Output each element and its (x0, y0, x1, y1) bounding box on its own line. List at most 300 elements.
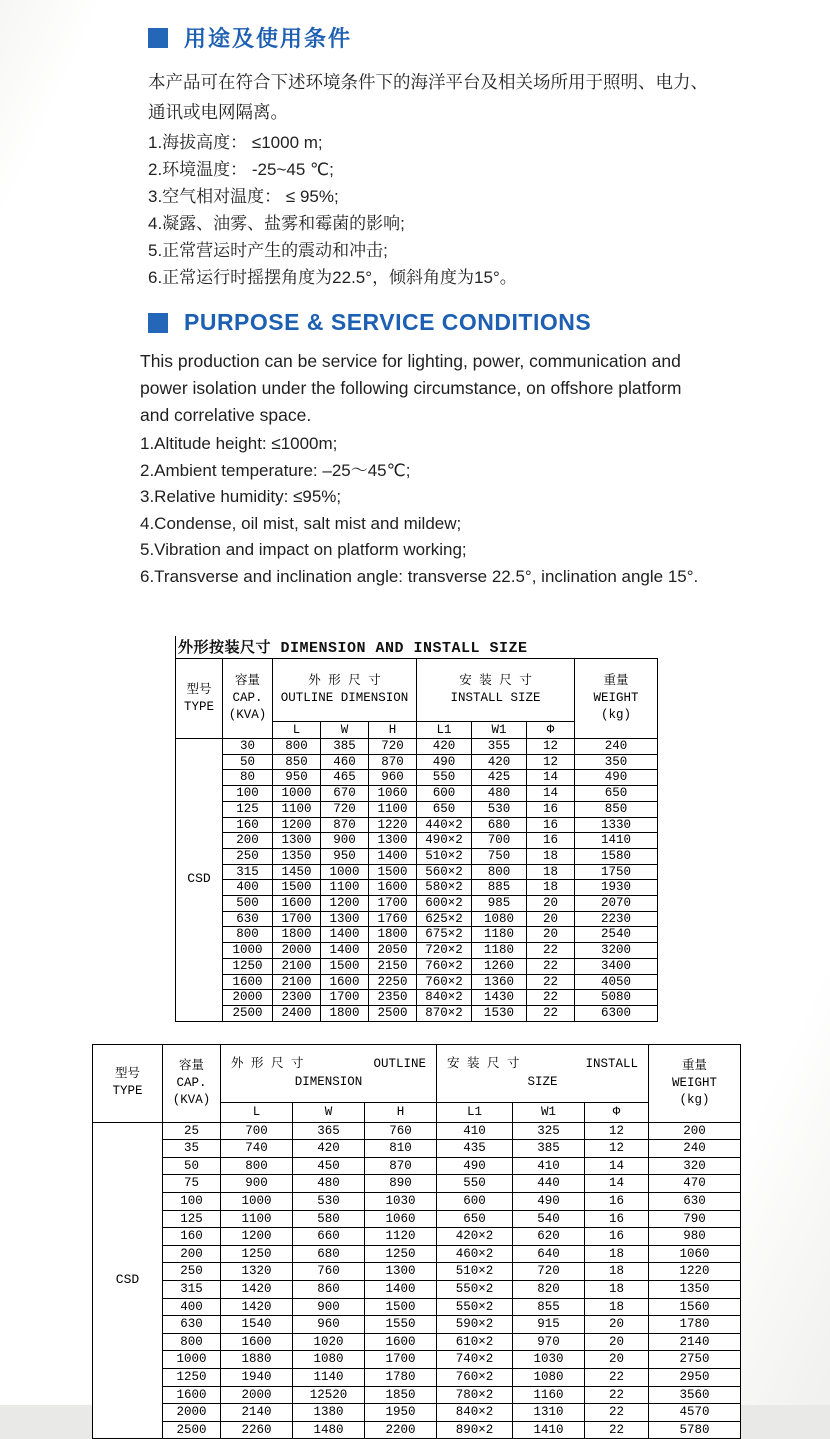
table-cell: 1180 (472, 943, 527, 959)
table-cell: 18 (585, 1298, 649, 1316)
col-header-outline: 外 形 尺 寸 OUTLINE DIMENSION (273, 659, 417, 722)
table-row (93, 1157, 741, 1175)
blue-square-icon (148, 313, 168, 333)
table-cell: 30 (223, 739, 273, 755)
table-cell: 760 (365, 1122, 437, 1140)
table-cell: 1880 (221, 1351, 293, 1369)
table-cell: 1500 (365, 1298, 437, 1316)
table-cell: 12 (527, 739, 575, 755)
table-row (93, 1140, 741, 1158)
table-cell: 1700 (365, 1351, 437, 1369)
table-cell: 2500 (223, 1005, 273, 1021)
table-cell: 480 (472, 786, 527, 802)
table-cell: 22 (527, 974, 575, 990)
table-cell: 630 (163, 1316, 221, 1334)
table-cell: 18 (527, 864, 575, 880)
table-cell: 440×2 (417, 817, 472, 833)
table-cell: 600 (417, 786, 472, 802)
list-item: 6.正常运行时摇摆角度为22.5°，倾斜角度为15°。 (148, 268, 517, 287)
table-cell: 1930 (575, 880, 658, 896)
dimension-table-2-block (92, 1044, 740, 1439)
list-item: 3.空气相对温度： ≤ 95%; (148, 187, 339, 206)
table-cell: 2200 (365, 1421, 437, 1439)
table-cell: 1100 (221, 1210, 293, 1228)
table-cell: 855 (513, 1298, 585, 1316)
table-cell: 18 (585, 1245, 649, 1263)
sub-header-L1: L1 (417, 722, 472, 739)
section-title-cn: 用途及使用条件 (184, 26, 353, 51)
table-row (176, 958, 658, 974)
table-cell: 2300 (273, 990, 321, 1006)
table-cell: 900 (221, 1175, 293, 1193)
table-cell: 1600 (369, 880, 417, 896)
table-cell: 14 (585, 1157, 649, 1175)
table-row (93, 1333, 741, 1351)
table-cell: 2050 (369, 943, 417, 959)
table-cell: 760×2 (417, 958, 472, 974)
table-cell: 1000 (273, 786, 321, 802)
sub-header-L: L (221, 1102, 293, 1122)
col-header-weight: 重量 WEIGHT (kg) (649, 1044, 741, 1122)
intro-paragraph-en (140, 348, 830, 429)
table-cell: 12520 (293, 1386, 365, 1404)
col-header-outline: 外 形 尺 寸 OUTLINE DIMENSION (221, 1044, 437, 1102)
table-cell: 22 (585, 1386, 649, 1404)
table-cell: 1400 (321, 943, 369, 959)
table-cell: 12 (585, 1122, 649, 1140)
table-cell: 16 (585, 1228, 649, 1246)
table-cell: 410 (513, 1157, 585, 1175)
list-item: 4.Condense, oil mist, salt mist and mildew; (140, 513, 462, 533)
table-cell: 810 (365, 1140, 437, 1158)
table-cell: 650 (417, 801, 472, 817)
table-cell: 510×2 (417, 848, 472, 864)
table-cell: 1140 (293, 1368, 365, 1386)
table-cell: 18 (527, 880, 575, 896)
table-cell: 1950 (365, 1404, 437, 1422)
condition-list-en (140, 431, 830, 590)
table-cell: 760 (293, 1263, 365, 1281)
table-cell: 1600 (163, 1386, 221, 1404)
table-cell: 1200 (221, 1228, 293, 1246)
sub-header-W1: W1 (513, 1102, 585, 1122)
table-cell: 470 (649, 1175, 741, 1193)
table-cell: 800 (221, 1157, 293, 1175)
table-cell: 630 (223, 911, 273, 927)
table-cell: 590×2 (437, 1316, 513, 1334)
table-cell: 900 (293, 1298, 365, 1316)
sub-header-H: H (365, 1102, 437, 1122)
table-cell: 850 (575, 801, 658, 817)
table-cell: 400 (223, 880, 273, 896)
dimension-table-1-block (175, 636, 657, 1022)
table-cell: 790 (649, 1210, 741, 1228)
table-cell: 125 (223, 801, 273, 817)
table-cell: 5780 (649, 1421, 741, 1439)
list-item: 2.Ambient temperature: –25～45℃; (140, 460, 411, 480)
table-cell: 1020 (293, 1333, 365, 1351)
table-cell: 1600 (221, 1333, 293, 1351)
sub-header-W1: W1 (472, 722, 527, 739)
table-cell: 385 (513, 1140, 585, 1158)
table-row (93, 1316, 741, 1334)
table-cell: 4570 (649, 1404, 741, 1422)
table-cell: 160 (223, 817, 273, 833)
table-cell: 1030 (513, 1351, 585, 1369)
table-cell: 2400 (273, 1005, 321, 1021)
table-cell: 1600 (365, 1333, 437, 1351)
table-cell: 1300 (365, 1263, 437, 1281)
table-cell: 100 (163, 1193, 221, 1211)
table-row (93, 1122, 741, 1140)
table-row (93, 1245, 741, 1263)
table-cell: 1220 (649, 1263, 741, 1281)
table-cell: 1540 (221, 1316, 293, 1334)
col-header-install: 安 装 尺 寸 INSTALL SIZE (417, 659, 575, 722)
intro-line: This production can be service for lighting, power, communication and (140, 351, 681, 371)
table-row (93, 1421, 741, 1439)
table-cell: 435 (437, 1140, 513, 1158)
table-cell: 200 (223, 833, 273, 849)
table-cell: 1700 (321, 990, 369, 1006)
table-row (176, 770, 658, 786)
table-cell: 460 (321, 754, 369, 770)
table-cell: 1000 (223, 943, 273, 959)
table-cell: 490 (575, 770, 658, 786)
table-cell: 315 (223, 864, 273, 880)
table-cell: 20 (585, 1333, 649, 1351)
intro-line: 通讯或电网隔离。 (148, 102, 288, 122)
table-cell: 14 (527, 786, 575, 802)
table-row (93, 1175, 741, 1193)
table-cell: 750 (472, 848, 527, 864)
table-cell: 22 (585, 1404, 649, 1422)
table-cell: 630 (649, 1193, 741, 1211)
table-row (93, 1210, 741, 1228)
table-cell: 700 (221, 1122, 293, 1140)
list-item: 5.正常营运时产生的震动和冲击; (148, 241, 388, 260)
table-cell: 1330 (575, 817, 658, 833)
table-cell: 22 (527, 943, 575, 959)
table-cell: 75 (163, 1175, 221, 1193)
table-cell: 16 (585, 1210, 649, 1228)
table-cell: 5080 (575, 990, 658, 1006)
table-cell: 3400 (575, 958, 658, 974)
table-cell: 550×2 (437, 1281, 513, 1299)
table-cell: 540 (513, 1210, 585, 1228)
table-cell: 1060 (369, 786, 417, 802)
table-cell: 530 (293, 1193, 365, 1211)
table-cell: 1850 (365, 1386, 437, 1404)
table-row (93, 1386, 741, 1404)
table-cell: 1410 (575, 833, 658, 849)
table-cell: 200 (649, 1122, 741, 1140)
col-header-type: 型号 TYPE (176, 659, 223, 739)
sub-header-phi: Φ (585, 1102, 649, 1122)
blue-square-icon (148, 28, 168, 48)
table-cell: 2500 (369, 1005, 417, 1021)
table-cell: 915 (513, 1316, 585, 1334)
table-cell: 2250 (369, 974, 417, 990)
table-cell: 2140 (649, 1333, 741, 1351)
table-row (93, 1298, 741, 1316)
table-cell: 720 (513, 1263, 585, 1281)
table-cell: 490 (417, 754, 472, 770)
intro-line: power isolation under the following circumstance, on offshore platform (140, 378, 682, 398)
list-item: 6.Transverse and inclination angle: transverse 22.5°, inclination angle 15°. (140, 566, 699, 586)
table-cell: 20 (527, 927, 575, 943)
table-cell: 1400 (369, 848, 417, 864)
table-cell: 1300 (321, 911, 369, 927)
table-cell: 625×2 (417, 911, 472, 927)
table-cell: 1100 (369, 801, 417, 817)
table-cell: 660 (293, 1228, 365, 1246)
list-item: 1.Altitude height: ≤1000m; (140, 434, 338, 453)
table-row (176, 786, 658, 802)
table-cell: 800 (223, 927, 273, 943)
table-cell: 125 (163, 1210, 221, 1228)
table-cell: 1560 (649, 1298, 741, 1316)
table-cell: 465 (321, 770, 369, 786)
table-cell: 50 (223, 754, 273, 770)
table-cell: 2230 (575, 911, 658, 927)
table-cell: 22 (527, 990, 575, 1006)
table-cell: 1250 (221, 1245, 293, 1263)
table-cell: 890×2 (437, 1421, 513, 1439)
table-row (176, 896, 658, 912)
table-cell: 2100 (273, 974, 321, 990)
table-cell: 900 (321, 833, 369, 849)
table-cell: 560×2 (417, 864, 472, 880)
type-cell: CSD (93, 1122, 163, 1439)
table-cell: 1080 (513, 1368, 585, 1386)
list-item: 5.Vibration and impact on platform working; (140, 540, 467, 559)
table-row (176, 848, 658, 864)
table-cell: 20 (585, 1351, 649, 1369)
table-cell: 490 (437, 1157, 513, 1175)
table-cell: 365 (293, 1122, 365, 1140)
table-cell: 600×2 (417, 896, 472, 912)
table-cell: 1310 (513, 1404, 585, 1422)
table-cell: 1000 (321, 864, 369, 880)
table-cell: 780×2 (437, 1386, 513, 1404)
col-header-capacity: 容量 CAP. (KVA) (163, 1044, 221, 1122)
table-cell: 1030 (365, 1193, 437, 1211)
sub-header-phi: Φ (527, 722, 575, 739)
section-header-en (148, 309, 830, 336)
table-row (176, 739, 658, 755)
table-cell: 970 (513, 1333, 585, 1351)
table-row (176, 927, 658, 943)
table-cell: 22 (585, 1368, 649, 1386)
table-cell: 740×2 (437, 1351, 513, 1369)
table-cell: 840×2 (437, 1404, 513, 1422)
table-cell: 700 (472, 833, 527, 849)
table-cell: 3560 (649, 1386, 741, 1404)
intro-paragraph-cn (148, 67, 830, 127)
table-cell: 550 (437, 1175, 513, 1193)
table-cell: 16 (527, 817, 575, 833)
table-cell: 1500 (369, 864, 417, 880)
table-cell: 20 (527, 896, 575, 912)
table-cell: 3200 (575, 943, 658, 959)
table-row (176, 754, 658, 770)
table-cell: 580 (293, 1210, 365, 1228)
section-title-en: PURPOSE & SERVICE CONDITIONS (184, 309, 592, 335)
table-cell: 2540 (575, 927, 658, 943)
table-row (176, 911, 658, 927)
table-cell: 325 (513, 1122, 585, 1140)
table-cell: 1100 (321, 880, 369, 896)
col-header-capacity: 容量 CAP. (KVA) (223, 659, 273, 739)
table-cell: 1380 (293, 1404, 365, 1422)
table-cell: 1760 (369, 911, 417, 927)
table-cell: 16 (585, 1193, 649, 1211)
table-cell: 1260 (472, 958, 527, 974)
table-cell: 1360 (472, 974, 527, 990)
table-cell: 1940 (221, 1368, 293, 1386)
table-cell: 1800 (369, 927, 417, 943)
table-cell: 22 (585, 1421, 649, 1439)
table-cell: 1750 (575, 864, 658, 880)
table-cell: 1300 (369, 833, 417, 849)
table-cell: 1000 (221, 1193, 293, 1211)
table-cell: 870 (365, 1157, 437, 1175)
table-cell: 720×2 (417, 943, 472, 959)
table-cell: 12 (585, 1140, 649, 1158)
table-cell: 250 (163, 1263, 221, 1281)
table-cell: 1410 (513, 1421, 585, 1439)
table-cell: 1250 (163, 1368, 221, 1386)
table-cell: 1320 (221, 1263, 293, 1281)
list-item: 2.环境温度： -25~45 ℃; (148, 160, 334, 179)
table-cell: 385 (321, 739, 369, 755)
table-row (93, 1228, 741, 1246)
table-row (176, 974, 658, 990)
table-cell: 240 (575, 739, 658, 755)
table-cell: 2260 (221, 1421, 293, 1439)
table-cell: 1350 (649, 1281, 741, 1299)
table-cell: 4050 (575, 974, 658, 990)
table-cell: 25 (163, 1122, 221, 1140)
table-row (176, 864, 658, 880)
table-cell: 1500 (321, 958, 369, 974)
table-row (176, 801, 658, 817)
table-cell: 800 (273, 739, 321, 755)
table-cell: 1250 (223, 958, 273, 974)
table-cell: 1180 (472, 927, 527, 943)
table-cell: 440 (513, 1175, 585, 1193)
table-cell: 510×2 (437, 1263, 513, 1281)
table-cell: 22 (527, 958, 575, 974)
table-cell: 960 (293, 1316, 365, 1334)
table-cell: 2750 (649, 1351, 741, 1369)
table-row (93, 1281, 741, 1299)
table-cell: 1120 (365, 1228, 437, 1246)
col-header-install: 安 装 尺 寸 INSTALL SIZE (437, 1044, 649, 1102)
table-cell: 740 (221, 1140, 293, 1158)
intro-line: and correlative space. (140, 405, 312, 425)
table-cell: 1400 (321, 927, 369, 943)
dimension-table-1 (175, 658, 658, 1022)
table-cell: 200 (163, 1245, 221, 1263)
table-cell: 2000 (163, 1404, 221, 1422)
sub-header-W: W (321, 722, 369, 739)
list-item: 3.Relative humidity: ≤95%; (140, 487, 342, 506)
table-cell: 1060 (649, 1245, 741, 1263)
table-cell: 35 (163, 1140, 221, 1158)
table-cell: 870 (369, 754, 417, 770)
table-cell: 420 (472, 754, 527, 770)
table-cell: 950 (273, 770, 321, 786)
table-cell: 760×2 (437, 1368, 513, 1386)
table-cell: 18 (585, 1281, 649, 1299)
table-cell: 2070 (575, 896, 658, 912)
table-cell: 100 (223, 786, 273, 802)
table-cell: 550×2 (437, 1298, 513, 1316)
table-row (93, 1351, 741, 1369)
table-cell: 16 (527, 801, 575, 817)
table-cell: 980 (649, 1228, 741, 1246)
table-cell: 1420 (221, 1281, 293, 1299)
table-row (176, 817, 658, 833)
table-cell: 1350 (273, 848, 321, 864)
table-cell: 400 (163, 1298, 221, 1316)
table-cell: 870 (321, 817, 369, 833)
table-cell: 680 (472, 817, 527, 833)
table-row (176, 990, 658, 1006)
table-cell: 800 (472, 864, 527, 880)
table-cell: 2000 (223, 990, 273, 1006)
table-cell: 160 (163, 1228, 221, 1246)
table-cell: 16 (527, 833, 575, 849)
sub-header-W: W (293, 1102, 365, 1122)
list-item: 4.凝露、油雾、盐雾和霉菌的影响; (148, 214, 405, 233)
table-cell: 610×2 (437, 1333, 513, 1351)
table-cell: 1060 (365, 1210, 437, 1228)
table-cell: 500 (223, 896, 273, 912)
type-cell: CSD (176, 739, 223, 1022)
table-cell: 1400 (365, 1281, 437, 1299)
table-cell: 1300 (273, 833, 321, 849)
table-cell: 1800 (273, 927, 321, 943)
table-cell: 550 (417, 770, 472, 786)
table-cell: 1220 (369, 817, 417, 833)
col-header-weight: 重量 WEIGHT (kg) (575, 659, 658, 739)
table-cell: 2140 (221, 1404, 293, 1422)
table-cell: 650 (437, 1210, 513, 1228)
table-cell: 1550 (365, 1316, 437, 1334)
table-cell: 1600 (321, 974, 369, 990)
table-cell: 18 (585, 1263, 649, 1281)
table-cell: 675×2 (417, 927, 472, 943)
table-cell: 20 (585, 1316, 649, 1334)
table-cell: 530 (472, 801, 527, 817)
table-cell: 885 (472, 880, 527, 896)
table-cell: 650 (575, 786, 658, 802)
table-cell: 320 (649, 1157, 741, 1175)
table-cell: 600 (437, 1193, 513, 1211)
table-cell: 1480 (293, 1421, 365, 1439)
table-cell: 6300 (575, 1005, 658, 1021)
table-cell: 1000 (163, 1351, 221, 1369)
intro-line: 本产品可在符合下述环境条件下的海洋平台及相关场所用于照明、电力、 (148, 72, 708, 92)
table-cell: 800 (163, 1333, 221, 1351)
table-cell: 240 (649, 1140, 741, 1158)
table-cell: 850 (273, 754, 321, 770)
table1-title: 外形按装尺寸 DIMENSION AND INSTALL SIZE (175, 636, 657, 658)
table-cell: 760×2 (417, 974, 472, 990)
